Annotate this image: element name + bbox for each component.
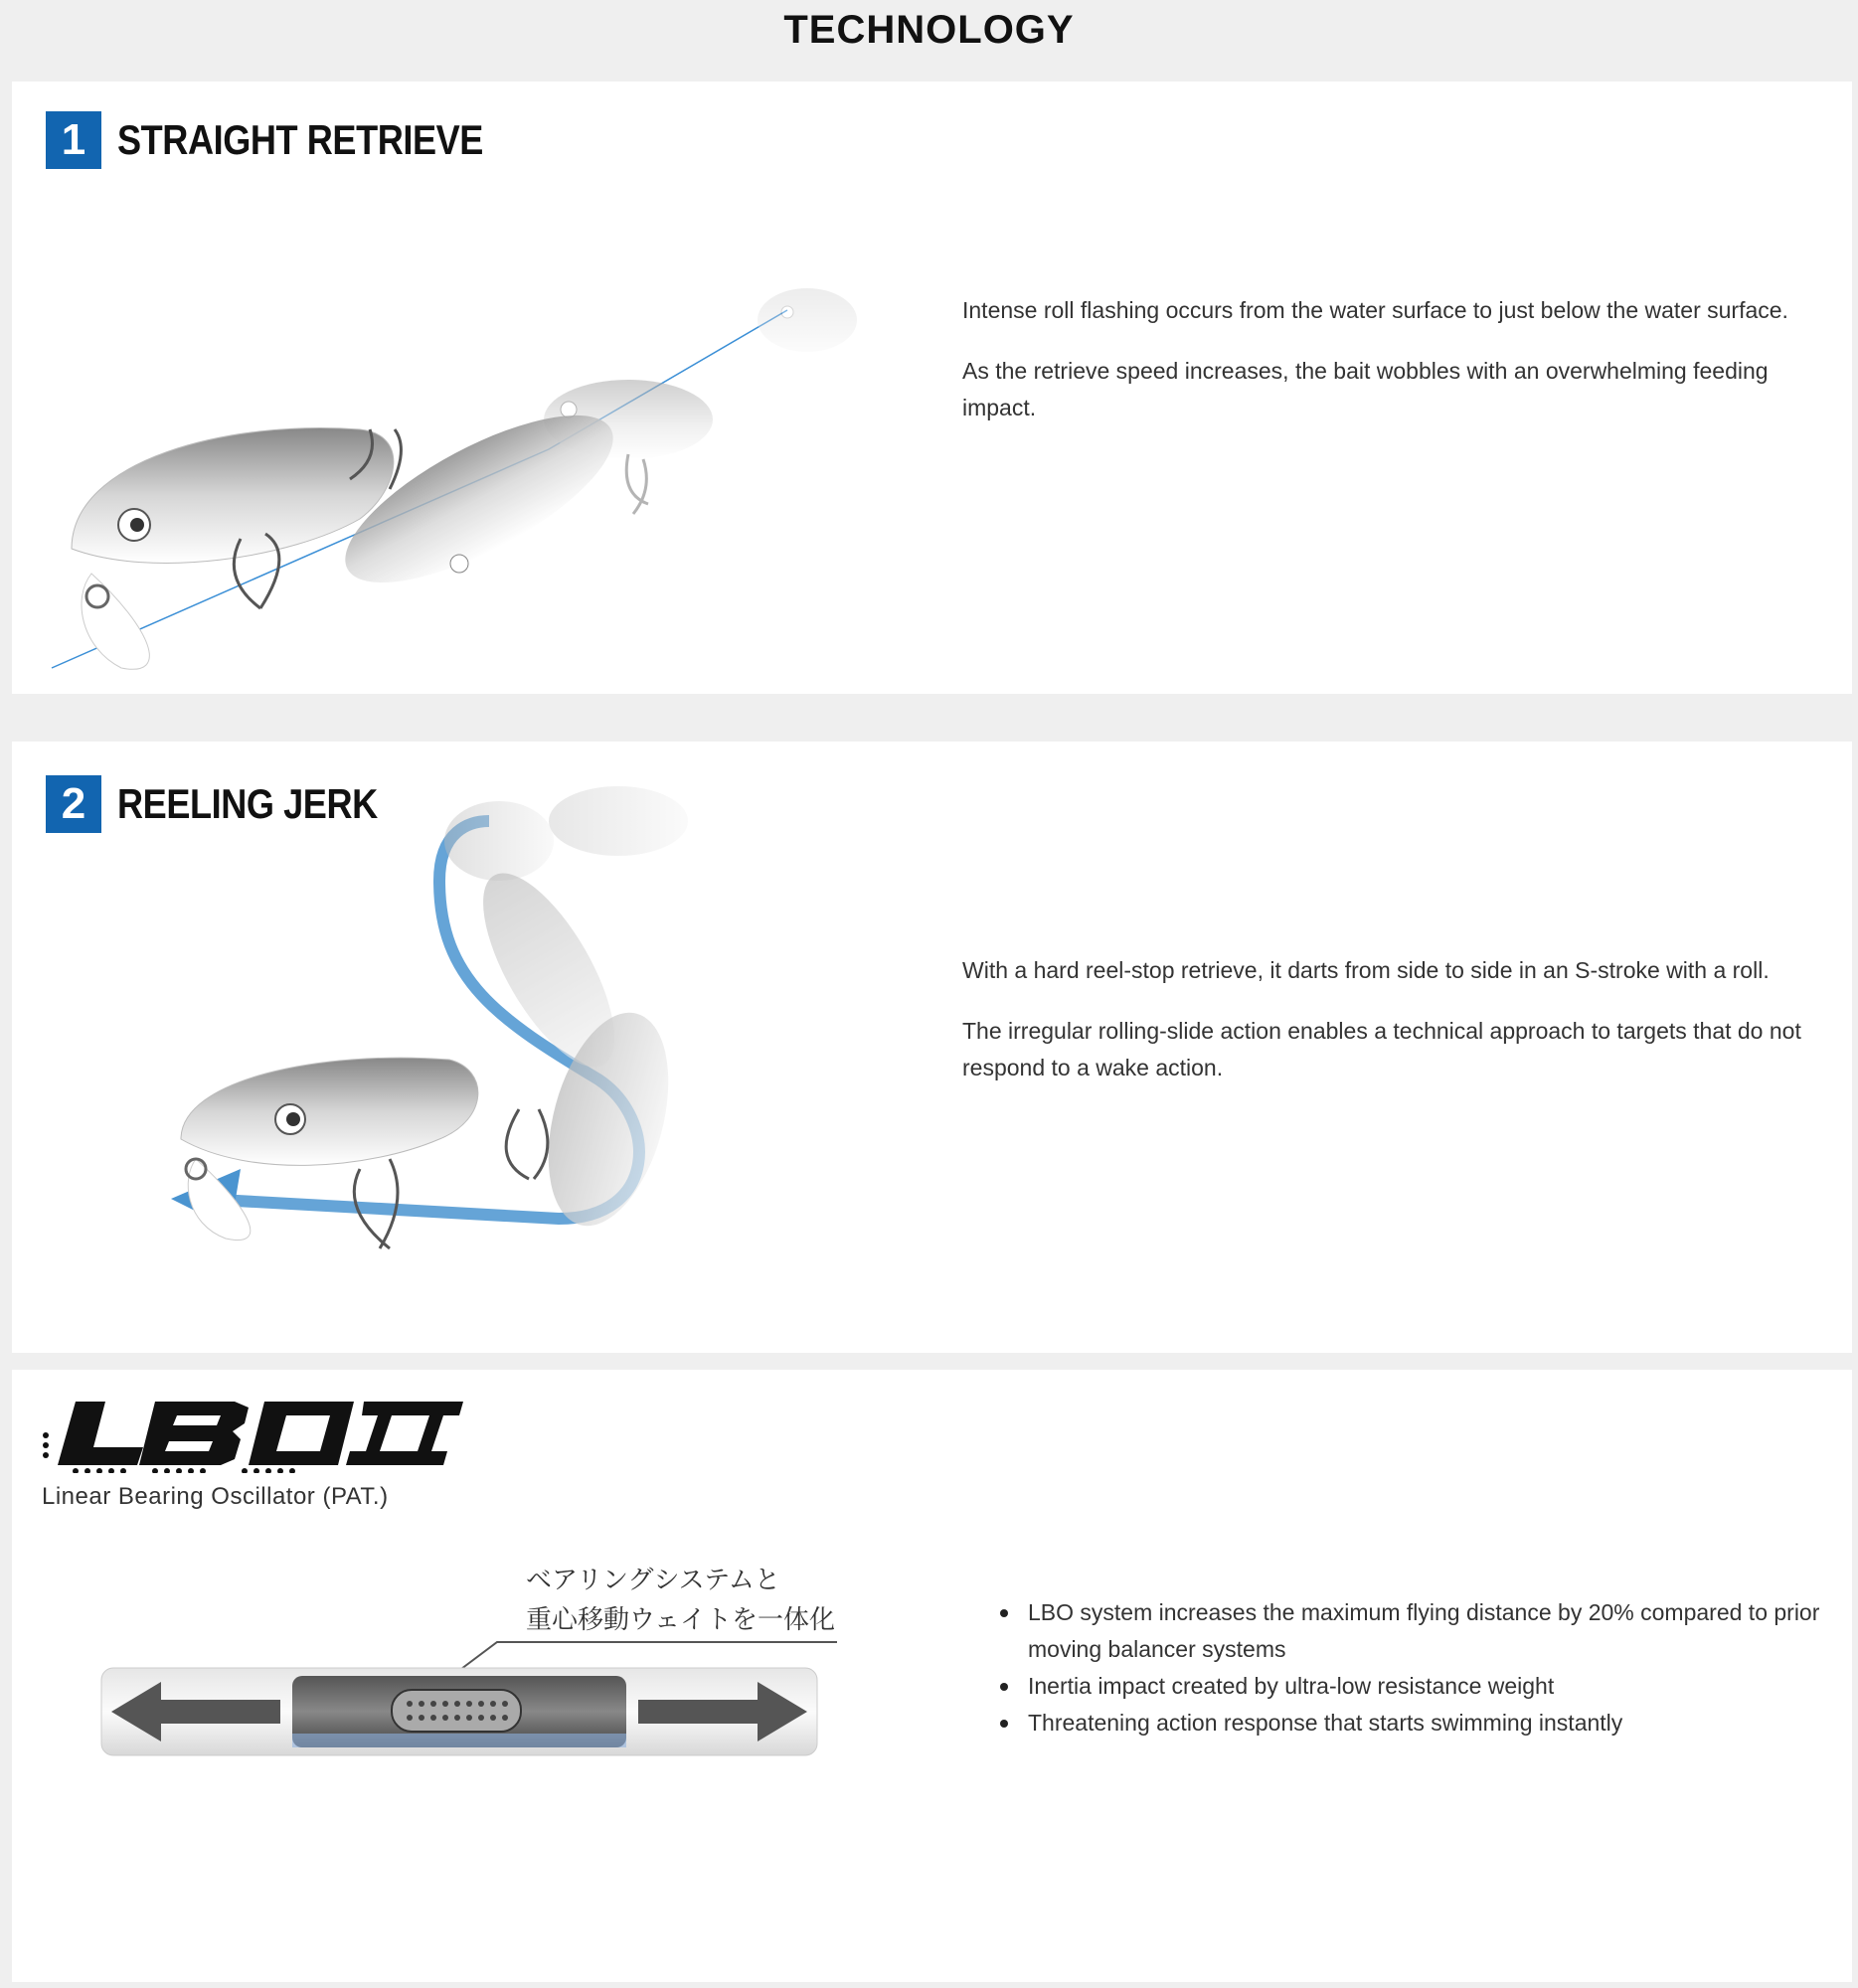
bearing-cylinder-diagram-icon bbox=[82, 1638, 837, 1757]
lure-ghost-far bbox=[758, 288, 857, 352]
list-item: Inertia impact created by ultra-low resistance weight bbox=[992, 1668, 1827, 1705]
description-paragraph: Intense roll flashing occurs from the water surface to just below the water surface. bbox=[962, 297, 1788, 323]
section-heading bbox=[46, 111, 543, 169]
list-item: Threatening action response that starts swimming instantly bbox=[992, 1705, 1827, 1741]
section-title: STRAIGHT RETRIEVE bbox=[117, 116, 483, 163]
diagram-label bbox=[526, 1561, 835, 1640]
page-title: TECHNOLOGY bbox=[783, 8, 1075, 52]
lbo-logo-icon bbox=[36, 1394, 473, 1473]
lbo-feature-list bbox=[992, 1594, 1827, 1741]
diagram-label-line: ベアリングシステムと bbox=[526, 1566, 780, 1595]
number-badge: 1 bbox=[46, 111, 101, 169]
description-paragraph: As the retrieve speed increases, the bait wobbles with an overwhelming feeding impact. bbox=[962, 358, 1769, 420]
diagram-label-line: 重心移動ウェイトを一体化 bbox=[526, 1605, 835, 1635]
section-lbo bbox=[12, 1370, 1852, 1982]
lbo-subtitle: Linear Bearing Oscillator (PAT.) bbox=[42, 1483, 389, 1510]
section-description bbox=[962, 952, 1807, 1110]
number-badge: 2 bbox=[46, 775, 101, 833]
description-paragraph: With a hard reel-stop retrieve, it darts from side to side in an S-stroke with a roll. bbox=[962, 957, 1770, 983]
description-paragraph: The irregular rolling-slide action enables a technical approach to targets that do not respond to a wake action. bbox=[962, 1018, 1801, 1080]
list-item: LBO system increases the maximum flying distance by 20% compared to prior moving balancer systems bbox=[992, 1594, 1827, 1668]
section-straight-retrieve bbox=[12, 82, 1852, 694]
section-title: REELING JERK bbox=[117, 780, 378, 827]
straight-retrieve-illustration bbox=[32, 221, 907, 688]
section-reeling-jerk bbox=[12, 742, 1852, 1353]
reeling-jerk-illustration bbox=[141, 761, 777, 1328]
section-description bbox=[962, 292, 1807, 450]
